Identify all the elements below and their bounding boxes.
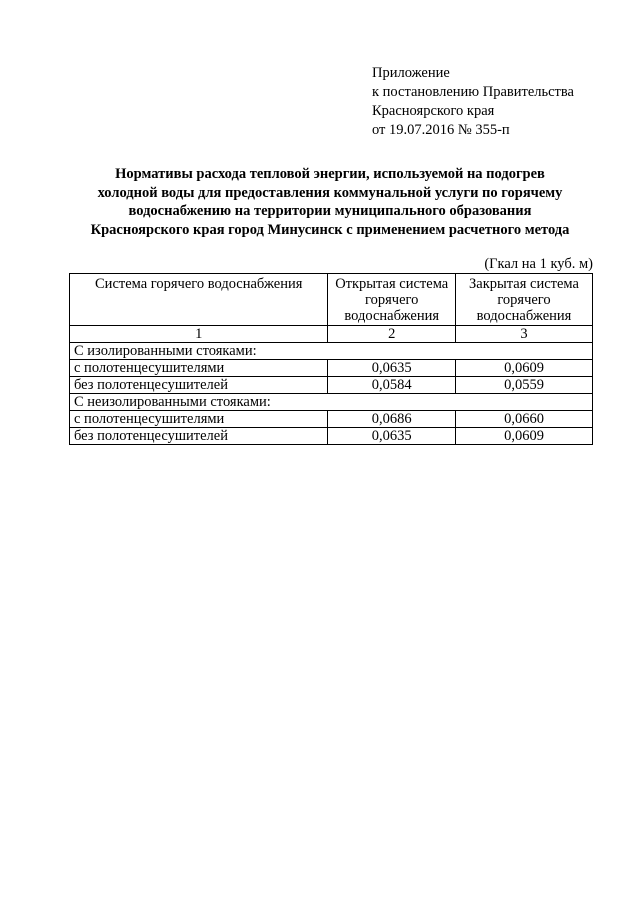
- open-value: 0,0635: [328, 360, 456, 377]
- appendix-line-3: Красноярского края: [372, 103, 495, 119]
- row-label: с полотенцесушителями: [70, 360, 328, 377]
- row-label: без полотенцесушителей: [70, 377, 328, 394]
- table-row: [70, 428, 593, 445]
- document-title: [60, 165, 600, 239]
- header-closed-system: [456, 274, 593, 326]
- section-row: [70, 394, 593, 411]
- column-number-row: [70, 326, 593, 343]
- appendix-line-1: Приложение: [372, 65, 450, 81]
- closed-value: 0,0609: [456, 428, 593, 445]
- header-open-line-2: горячего: [365, 292, 419, 308]
- open-value: 0,0584: [328, 377, 456, 394]
- header-open-system: [328, 274, 456, 326]
- section-title-insulated: С изолированными стояками:: [70, 343, 593, 360]
- header-closed-line-1: Закрытая система: [469, 276, 579, 292]
- closed-value: 0,0559: [456, 377, 593, 394]
- column-number: 1: [70, 326, 328, 343]
- title-line-2: холодной воды для предоставления коммунальной услуги по горячему: [97, 184, 563, 201]
- closed-value: 0,0660: [456, 411, 593, 428]
- header-open-line-1: Открытая система: [335, 276, 449, 292]
- appendix-line-4: от 19.07.2016 № 355-п: [372, 122, 510, 138]
- title-line-1: Нормативы расхода тепловой энергии, используемой на подогрев: [115, 166, 545, 182]
- closed-value: 0,0609: [456, 360, 593, 377]
- row-label: с полотенцесушителями: [70, 411, 328, 428]
- header-open-line-3: водоснабжения: [344, 308, 440, 324]
- header-system: Система горячего водоснабжения: [70, 274, 328, 326]
- row-label: без полотенцесушителей: [70, 428, 328, 445]
- table-header-row: [70, 274, 593, 326]
- section-title-uninsulated: С неизолированными стояками:: [70, 394, 593, 411]
- title-line-3: водоснабжению на территории муниципального образования: [128, 203, 532, 219]
- table-row: [70, 360, 593, 377]
- units-label: (Гкал на 1 куб. м): [484, 256, 593, 272]
- header-closed-line-2: горячего: [497, 292, 551, 308]
- column-number: 2: [328, 326, 456, 343]
- table-row: [70, 377, 593, 394]
- appendix-block: [372, 64, 574, 140]
- column-number: 3: [456, 326, 593, 343]
- open-value: 0,0635: [328, 428, 456, 445]
- norms-table: [69, 273, 593, 445]
- header-closed-line-3: водоснабжения: [476, 308, 572, 324]
- appendix-line-2: к постановлению Правительства: [372, 84, 574, 100]
- section-row: [70, 343, 593, 360]
- table-row: [70, 411, 593, 428]
- open-value: 0,0686: [328, 411, 456, 428]
- title-line-4: Красноярского края город Минусинск с применением расчетного метода: [90, 221, 570, 238]
